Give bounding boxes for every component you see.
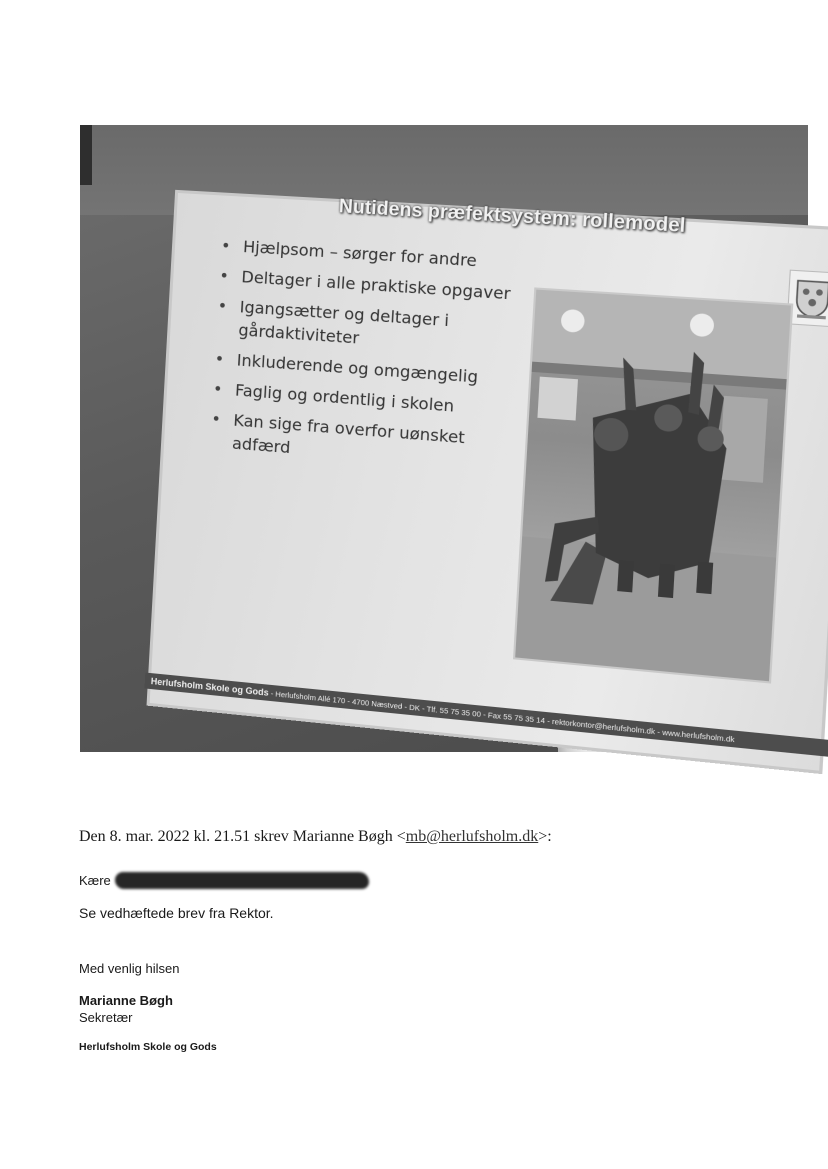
- slide-footer-org: Herlufsholm Skole og Gods: [150, 676, 269, 698]
- email-quote-header: [79, 828, 779, 846]
- slide-bullet: • Inkluderende og omgængelig: [212, 347, 521, 392]
- slide-bullet: • Hjælpsom – sørger for andre: [218, 234, 527, 276]
- students-photo-image: [515, 290, 791, 682]
- greeting-word: Kære: [79, 873, 111, 888]
- slide-title: Nutidens præfektsystem: rollemodel: [338, 195, 686, 238]
- slide-bullet: • Igangsætter og deltager i gårdaktiviteter: [214, 294, 525, 361]
- signature-name: Marianne Bøgh: [79, 993, 173, 1008]
- email-greeting: [79, 872, 369, 889]
- slide-bullet: • Deltager i alle praktiske opgaver: [217, 264, 526, 307]
- slide-footer-details: - Herlufsholm Allé 170 - 4700 Næstved - DK - Tlf. 55 75 35 00 - Fax 55 75 35 14 - rektorkontor@herlufsholm.dk - www.herlufsholm.dk: [268, 688, 735, 745]
- photo-edge-shadow: [80, 125, 92, 185]
- students-group-photo: [513, 287, 793, 683]
- email-header-suffix: >:: [538, 828, 552, 845]
- slide-bullet: • Faglig og ordentlig i skolen: [210, 377, 519, 423]
- email-body-text: Se vedhæftede brev fra Rektor.: [79, 905, 274, 921]
- crest-icon: [792, 276, 828, 320]
- signature-organization: Herlufsholm Skole og Gods: [79, 1041, 217, 1053]
- projected-slide: [150, 193, 828, 771]
- slide-bullet-list: [207, 234, 528, 485]
- email-header-prefix: Den 8. mar. 2022 kl. 21.51 skrev Marianne Bøgh <: [79, 828, 406, 845]
- redacted-recipient-name: [115, 872, 369, 889]
- email-message: [79, 828, 779, 1053]
- email-signoff: Med venlig hilsen: [79, 961, 180, 976]
- sender-email-link[interactable]: mb@herlufsholm.dk: [405, 828, 539, 845]
- school-crest-logo: [787, 270, 828, 328]
- slide-bullet: • Kan sige fra overfor uønsket adfærd: [207, 407, 517, 477]
- signature-title: Sekretær: [79, 1010, 133, 1025]
